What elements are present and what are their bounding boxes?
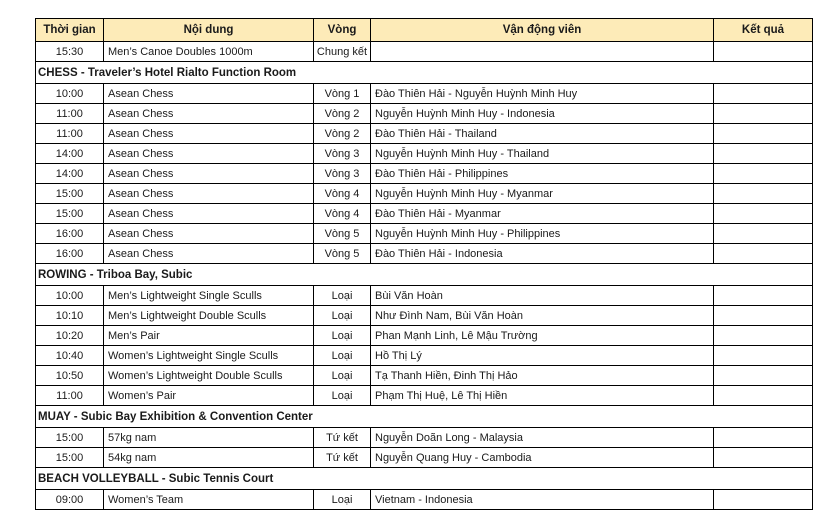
schedule-row [36,124,813,144]
column-header-athletes: Vận động viên [371,19,714,42]
time-cell: 15:00 [36,184,104,204]
time-cell: 15:00 [36,428,104,448]
schedule-row [36,428,813,448]
schedule-row [36,84,813,104]
result-cell [714,346,813,366]
round-cell: Loại [314,286,371,306]
result-cell [714,326,813,346]
athletes-cell: Bùi Văn Hoàn [371,286,714,306]
result-cell [714,104,813,124]
schedule-row [36,164,813,184]
event-cell: Men’s Canoe Doubles 1000m [104,42,314,62]
event-cell: Men’s Pair [104,326,314,346]
schedule-row [36,366,813,386]
time-cell: 11:00 [36,124,104,144]
schedule-row [36,104,813,124]
time-cell: 15:30 [36,42,104,62]
event-cell: 57kg nam [104,428,314,448]
section-header-row [36,62,813,84]
schedule-row [36,490,813,510]
result-cell [714,366,813,386]
event-cell: Women’s Lightweight Single Sculls [104,346,314,366]
result-cell [714,428,813,448]
event-cell: Asean Chess [104,184,314,204]
time-cell: 15:00 [36,448,104,468]
time-cell: 11:00 [36,104,104,124]
athletes-cell: Nguyễn Huỳnh Minh Huy - Thailand [371,144,714,164]
result-cell [714,184,813,204]
time-cell: 16:00 [36,244,104,264]
column-header-result: Kết quả [714,19,813,42]
round-cell: Vòng 4 [314,204,371,224]
schedule-row [36,244,813,264]
result-cell [714,386,813,406]
round-cell: Loại [314,386,371,406]
time-cell: 10:40 [36,346,104,366]
schedule-table [35,18,813,510]
result-cell [714,244,813,264]
athletes-cell: Vietnam - Indonesia [371,490,714,510]
athletes-cell: Đào Thiên Hải - Myanmar [371,204,714,224]
time-cell: 16:00 [36,224,104,244]
event-cell: 54kg nam [104,448,314,468]
time-cell: 10:50 [36,366,104,386]
schedule-row [36,306,813,326]
schedule-row [36,286,813,306]
athletes-cell: Nguyễn Huỳnh Minh Huy - Philippines [371,224,714,244]
event-cell: Asean Chess [104,244,314,264]
round-cell: Loại [314,366,371,386]
round-cell: Chung kết [314,42,371,62]
section-title: ROWING - Triboa Bay, Subic [36,264,813,286]
event-cell: Asean Chess [104,224,314,244]
time-cell: 09:00 [36,490,104,510]
time-cell: 10:20 [36,326,104,346]
result-cell [714,42,813,62]
schedule-row [36,346,813,366]
event-cell: Asean Chess [104,84,314,104]
result-cell [714,84,813,104]
result-cell [714,224,813,244]
event-cell: Asean Chess [104,164,314,184]
schedule-table-body [36,42,813,510]
athletes-cell: Phạm Thị Huệ, Lê Thị Hiền [371,386,714,406]
result-cell [714,164,813,184]
athletes-cell: Tạ Thanh Hiền, Đinh Thị Hảo [371,366,714,386]
time-cell: 10:10 [36,306,104,326]
event-cell: Men’s Lightweight Single Sculls [104,286,314,306]
event-cell: Asean Chess [104,124,314,144]
athletes-cell: Đào Thiên Hải - Philippines [371,164,714,184]
athletes-cell: Hồ Thị Lý [371,346,714,366]
round-cell: Loại [314,306,371,326]
schedule-row [36,144,813,164]
schedule-table-header [36,19,813,42]
round-cell: Vòng 2 [314,124,371,144]
section-title: BEACH VOLLEYBALL - Subic Tennis Court [36,468,813,490]
section-title: CHESS - Traveler’s Hotel Rialto Function Room [36,62,813,84]
time-cell: 14:00 [36,164,104,184]
event-cell: Men’s Lightweight Double Sculls [104,306,314,326]
header-row [36,19,813,42]
round-cell: Loại [314,326,371,346]
result-cell [714,204,813,224]
time-cell: 11:00 [36,386,104,406]
event-cell: Asean Chess [104,144,314,164]
event-cell: Asean Chess [104,204,314,224]
athletes-cell: Nguyễn Quang Huy - Cambodia [371,448,714,468]
schedule-row [36,184,813,204]
schedule-row [36,204,813,224]
athletes-cell [371,42,714,62]
athletes-cell: Nguyễn Huỳnh Minh Huy - Myanmar [371,184,714,204]
result-cell [714,490,813,510]
round-cell: Vòng 5 [314,224,371,244]
event-cell: Women’s Lightweight Double Sculls [104,366,314,386]
section-header-row [36,468,813,490]
round-cell: Tứ kết [314,448,371,468]
round-cell: Loại [314,346,371,366]
athletes-cell: Đào Thiên Hải - Nguyễn Huỳnh Minh Huy [371,84,714,104]
result-cell [714,286,813,306]
column-header-time: Thời gian [36,19,104,42]
schedule-row [36,224,813,244]
event-cell: Women’s Pair [104,386,314,406]
round-cell: Tứ kết [314,428,371,448]
round-cell: Loại [314,490,371,510]
round-cell: Vòng 3 [314,164,371,184]
result-cell [714,448,813,468]
schedule-row [36,386,813,406]
athletes-cell: Phan Mạnh Linh, Lê Mậu Trường [371,326,714,346]
schedule-row [36,326,813,346]
athletes-cell: Như Đình Nam, Bùi Văn Hoàn [371,306,714,326]
schedule-row [36,42,813,62]
athletes-cell: Nguyễn Huỳnh Minh Huy - Indonesia [371,104,714,124]
time-cell: 10:00 [36,84,104,104]
round-cell: Vòng 2 [314,104,371,124]
event-cell: Asean Chess [104,104,314,124]
time-cell: 10:00 [36,286,104,306]
section-title: MUAY - Subic Bay Exhibition & Convention Center [36,406,813,428]
round-cell: Vòng 1 [314,84,371,104]
event-cell: Women’s Team [104,490,314,510]
round-cell: Vòng 3 [314,144,371,164]
time-cell: 14:00 [36,144,104,164]
section-header-row [36,264,813,286]
column-header-round: Vòng [314,19,371,42]
schedule-row [36,448,813,468]
athletes-cell: Nguyễn Doãn Long - Malaysia [371,428,714,448]
section-header-row [36,406,813,428]
round-cell: Vòng 4 [314,184,371,204]
athletes-cell: Đào Thiên Hải - Thailand [371,124,714,144]
result-cell [714,144,813,164]
athletes-cell: Đào Thiên Hải - Indonesia [371,244,714,264]
time-cell: 15:00 [36,204,104,224]
result-cell [714,306,813,326]
column-header-event: Nội dung [104,19,314,42]
result-cell [714,124,813,144]
round-cell: Vòng 5 [314,244,371,264]
